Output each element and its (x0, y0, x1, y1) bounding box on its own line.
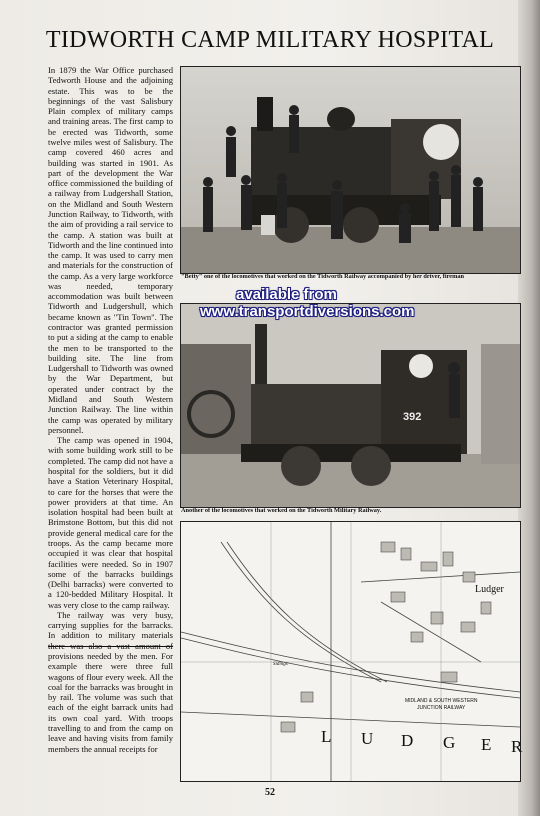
photo-betty-locomotive (180, 66, 521, 274)
map-big-letter: D (401, 731, 414, 750)
paragraph-1: In 1879 the War Office purchased Tedworth House and the adjoining estate. This was to be the beginnings of the vast Salisbury Plain complex of military camps and training areas. The first camp to be erected was Tidworth, some twelve miles west of Salisbury. The camp covered 460 acres and building was started in 1901. As part of the development the War office commissioned the building of a railway from Ludgershall Station, on the Midland and South Western Junction Railway, to Tidworth, with the aim of providing a rail service to the camp. A station was built at Tidworth and the line continued into the camp. It was used to carry men and materials for the construction of the camp. As a very large workforce was needed, temporary accommodation was built between Tidworth and Ludgershull, which became known as "Tin Town". The contractor was granted permission to put a siding at the camp to enable the men to be transported to the building site. The line from Ludgershall to Tidworth was owned by the War Department, but operated under contract by the Midland and South Western Junction Railway. The line within the camp was operated by military personnel. (48, 65, 173, 435)
page-number: 52 (265, 787, 275, 798)
map-big-letter: U (361, 729, 374, 748)
map-label-town: Ludger (475, 584, 504, 595)
map-label-sidings: Sidings (273, 662, 288, 667)
map-big-letter: G (443, 733, 456, 752)
watermark-url: www.transportdiversions.com (200, 303, 415, 320)
paragraph-2: The camp was opened in 1904, with some building work still to be completed. The camp did not have a hospital for the soldiers, but it did have a Station Veterinary Hospital, to care for the horses that were the power providers at that time. An isolation hospital had been built at Brimstone Bottom, but this did not provide general medical care for the troops. As the camp became more occupied it was clear that hospital facilities were needed. So in 1907 some of the barracks buildings (Delhi barracks) were converted to a 120-bedded Military Hospital. It was very close to the camp railway. (48, 435, 173, 610)
paragraph-3-start: The railway was very busy, carrying supplies for the barracks. In addition to military materials (48, 609, 173, 641)
photo-locomotive-392 (180, 303, 521, 508)
map-label-railway-1: MIDLAND & SOUTH WESTERN (405, 698, 478, 704)
watermark-available-from: available from (236, 286, 337, 303)
map-label-railway-2: JUNCTION RAILWAY (417, 705, 466, 711)
photo-betty-image (181, 67, 520, 273)
page-edge-shadow (518, 0, 540, 816)
paragraph-3-end: provisions needed by the men. For example there were three full wagons of flour every week. All the coal for the barracks was brought in by rail. The volume was such that each of the eight barrack units had its own coal yard. With troops travelling to and from the camp on leave and having visits from family members the annual receipts for (48, 651, 173, 754)
photo-392-image (181, 304, 520, 507)
ordnance-survey-map (180, 521, 521, 782)
locomotive-number-plate: 392 (403, 411, 422, 423)
map-drawing (181, 522, 523, 781)
map-big-letter: R (511, 737, 523, 756)
map-big-letter: L (321, 727, 332, 746)
paragraph-3-struck-text: there was also a vast amount of (48, 640, 173, 651)
paragraph-3 (48, 610, 173, 754)
map-big-letter: E (481, 735, 492, 754)
article-body (48, 65, 173, 754)
photo-392-caption: Another of the locomotives that worked on the Tidworth Military Railway. (181, 507, 382, 514)
page-title: TIDWORTH CAMP MILITARY HOSPITAL (45, 27, 495, 53)
photo-betty-caption: "Betty" one of the locomotives that worked on the Tidworth Railway accompanied by her driver, fireman (181, 273, 464, 280)
